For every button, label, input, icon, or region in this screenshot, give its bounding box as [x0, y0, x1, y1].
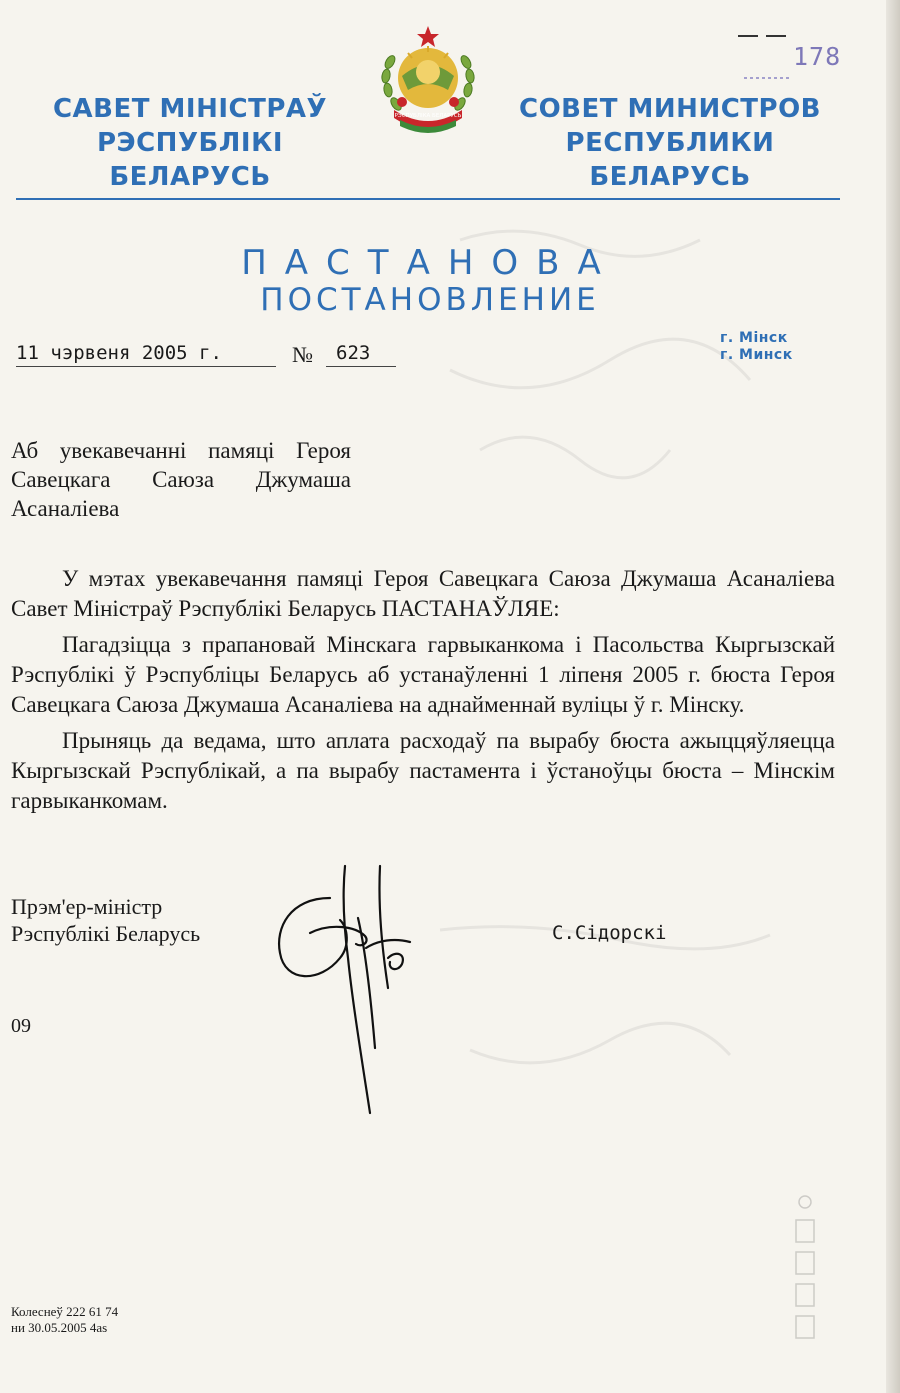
city-russian: г. Минск: [720, 347, 793, 363]
executor-line1: Колеснеў 222 61 74: [11, 1304, 119, 1319]
body-paragraph: У мэтах увекавечання памяці Героя Савецкага Саюза Джумаша Асаналіева Савет Міністраў Рэспублікі Беларусь ПАСТАНАЎЛЯЕ:: [11, 566, 835, 621]
title-russian: ПОСТАНОВЛЕНИЕ: [260, 282, 600, 318]
state-emblem-icon: [372, 22, 484, 134]
vertical-stamp-marks: [790, 1190, 820, 1360]
header-right-line2: РЕСПУБЛИКИ БЕЛАРУСЬ: [565, 128, 775, 192]
document-code: 09: [11, 1015, 31, 1037]
archive-page-number: 178: [793, 42, 842, 71]
signatory-title: [11, 893, 200, 947]
header-left-line1: САВЕТ МІНІСТРАЎ: [52, 94, 328, 124]
number-sign: №: [292, 342, 313, 367]
executor-info: [11, 1304, 118, 1336]
header-right-line1: СОВЕТ МИНИСТРОВ: [519, 94, 821, 124]
document-subject: Аб увекавечанні памяці Героя Савецкага Саюза Джумаша Асаналіева: [11, 438, 351, 521]
document-title: [200, 244, 660, 318]
document-number: 623: [326, 342, 396, 367]
document-body: [11, 564, 835, 822]
body-paragraph: Пагадзіцца з прапановай Мінскага гарвыканкома і Пасольства Кыргызскай Рэспублікі ў Рэспубліцы Беларусь аб устанаўленні 1 ліпеня 2005 г. бюста Героя Савецкага Саюза Джумаша Асаналіева на аднайменнай вуліцы ў г. Мінску.: [11, 632, 835, 717]
header-belarusian: [20, 92, 360, 194]
signatory-title-line2: Рэспублікі Беларусь: [11, 921, 201, 946]
signatory-title-line1: Прэм'ер-міністр: [11, 894, 163, 919]
header-left-line2: РЭСПУБЛІКІ БЕЛАРУСЬ: [96, 128, 284, 192]
executor-line2: ни 30.05.2005 4as: [11, 1320, 108, 1335]
signatory-name: С.Сідорскі: [552, 922, 667, 944]
header-divider: [16, 198, 840, 200]
page-edge: [886, 0, 900, 1393]
city-belarusian: г. Мінск: [720, 330, 788, 346]
handwritten-signature: [270, 858, 420, 1128]
emblem-ribbon-text: РЭСПУБЛІКА БЕЛАРУСЬ: [394, 113, 462, 119]
archive-marks: [736, 28, 796, 88]
body-paragraph: Прыняць да ведама, што аплата расходаў па вырабу бюста ажыццяўляецца Кыргызскай Рэспублікай, а па вырабу пастамента і ўстаноўцы бюста – Мінскім гарвыканкомам.: [11, 728, 835, 813]
document-date: 11 чэрвеня 2005 г.: [16, 342, 276, 367]
title-belarusian: ПАСТАНОВА: [241, 243, 619, 283]
city: [720, 330, 793, 364]
header-russian: [495, 92, 845, 194]
